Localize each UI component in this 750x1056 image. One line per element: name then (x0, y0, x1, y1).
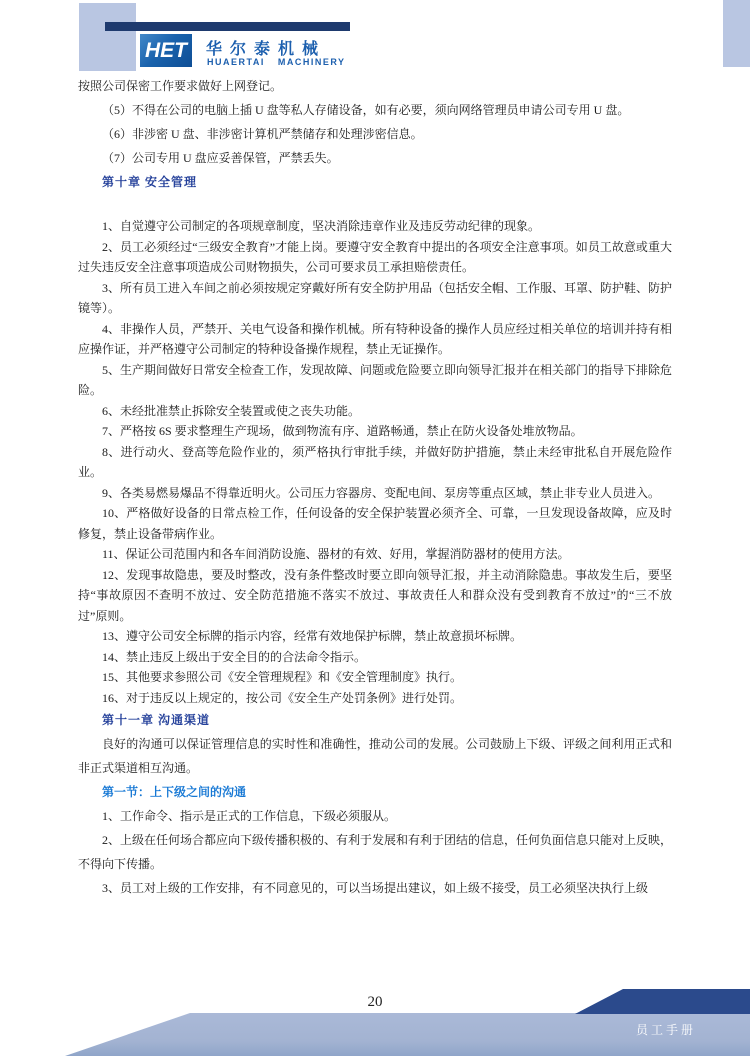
communication-intro: 良好的沟通可以保证管理信息的实时性和准确性，推动公司的发展。公司鼓励上下级、评级之间利用正式和非正式渠道相互沟通。 (78, 737, 672, 775)
logo-abbr: HET (145, 38, 187, 62)
confidentiality-item: （6）非涉密 U 盘、非涉密计算机严禁储存和处理涉密信息。 (102, 127, 423, 141)
safety-item: 5、生产期间做好日常安全检查工作，发现故障、问题或危险要立即向领导汇报并在相关部门的指导下排除危险。 (78, 362, 673, 397)
safety-item: 9、各类易燃易爆品不得靠近明火。公司压力容器房、变配电间、泵房等重点区域，禁止非专业人员进入。 (102, 485, 661, 500)
header-bar (105, 22, 350, 31)
handbook-label: 员工手册 (635, 1023, 696, 1037)
page-number: 20 (367, 994, 383, 1010)
safety-item: 8、进行动火、登高等危险作业的，须严格执行审批手续，并做好防护措施，禁止未经审批私自开展危险作业。 (78, 444, 672, 479)
safety-item: 7、严格按 6S 要求整理生产现场，做到物流有序、道路畅通，禁止在防火设备处堆放物品。 (102, 424, 583, 438)
company-name-en: HUAERTAI MACHINERY (207, 57, 346, 67)
safety-item: 6、未经批准禁止拆除安全装置或使之丧失功能。 (102, 403, 361, 418)
section-1-heading: 第一节：上下级之间的沟通 (102, 785, 247, 799)
safety-item: 4、非操作人员，严禁开、关电气设备和操作机械。所有特种设备的操作人员应经过相关单位的培训并持有相应操作证，并严格遵守公司制定的特种设备操作规程，禁止无证操作。 (78, 321, 673, 356)
safety-item: 1、自觉遵守公司制定的各项规章制度，坚决消除违章作业及违反劳动纪律的现象。 (102, 219, 541, 233)
safety-item: 13、遵守公司安全标牌的指示内容，经常有效地保护标牌，禁止故意损坏标牌。 (102, 629, 523, 643)
safety-item: 15、其他要求参照公司《安全管理规程》和《安全管理制度》执行。 (102, 670, 463, 684)
page-content (78, 74, 672, 900)
communication-item: 1、工作命令、指示是正式的工作信息，下级必须服从。 (102, 809, 397, 823)
chapter-10-title: 第十章 安全管理 (102, 175, 198, 189)
safety-item: 14、禁止违反上级出于安全目的的合法命令指示。 (102, 649, 367, 664)
company-logo-icon (140, 34, 192, 67)
confidentiality-item: （7）公司专用 U 盘应妥善保管，严禁丢失。 (102, 151, 339, 165)
confidentiality-item: （5）不得在公司的电脑上插 U 盘等私人存储设备，如有必要，须向网络管理员申请公司专用 U 盘。 (102, 103, 630, 117)
intro-paragraph: 按照公司保密工作要求做好上网登记。 (78, 79, 283, 93)
company-name-cn: 华尔泰机械 (206, 41, 327, 58)
communication-item: 2、上级在任何场合都应向下级传播积极的、有利于发展和有利于团结的信息，任何负面信息只能对上反映，不得向下传播。 (78, 833, 673, 871)
chapter-10-items (78, 216, 672, 708)
safety-item: 3、所有员工进入车间之前必须按规定穿戴好所有安全防护用品（包括安全帽、工作服、耳罩、防护鞋、防护镜等）。 (78, 280, 673, 315)
safety-item: 2、员工必须经过“三级安全教育”才能上岗。要遵守安全教育中提出的各项安全注意事项。如员工故意或重大过失违反安全注意事项造成公司财物损失，公司可要求员工承担赔偿责任。 (78, 239, 672, 274)
safety-item: 16、对于违反以上规定的，按公司《安全生产处罚条例》进行处罚。 (102, 690, 463, 705)
deco-rect-left (79, 3, 136, 71)
safety-item: 12、发现事故隐患，要及时整改，没有条件整改时要立即向领导汇报，并主动消除隐患。事故发生后，要坚持“事故原因不查明不放过、安全防范措施不落实不放过、事故责任人和群众没有受到教育不放过”的“三不放过”原则。 (78, 567, 672, 623)
safety-item: 11、保证公司范围内和各车间消防设施、器材的有效、好用，掌握消防器材的使用方法。 (102, 547, 570, 561)
safety-item: 10、严格做好设备的日常点检工作，任何设备的安全保护装置必须齐全、可靠，一旦发现设备故障，应及时修复，禁止设备带病作业。 (78, 506, 672, 541)
chapter-11-title: 第十一章 沟通渠道 (102, 713, 211, 727)
footer-ribbon (575, 989, 750, 1014)
communication-item: 3、员工对上级的工作安排，有不同意见的，可以当场提出建议，如上级不接受，员工必须坚决执行上级 (102, 881, 649, 895)
deco-rect-right (723, 0, 750, 67)
